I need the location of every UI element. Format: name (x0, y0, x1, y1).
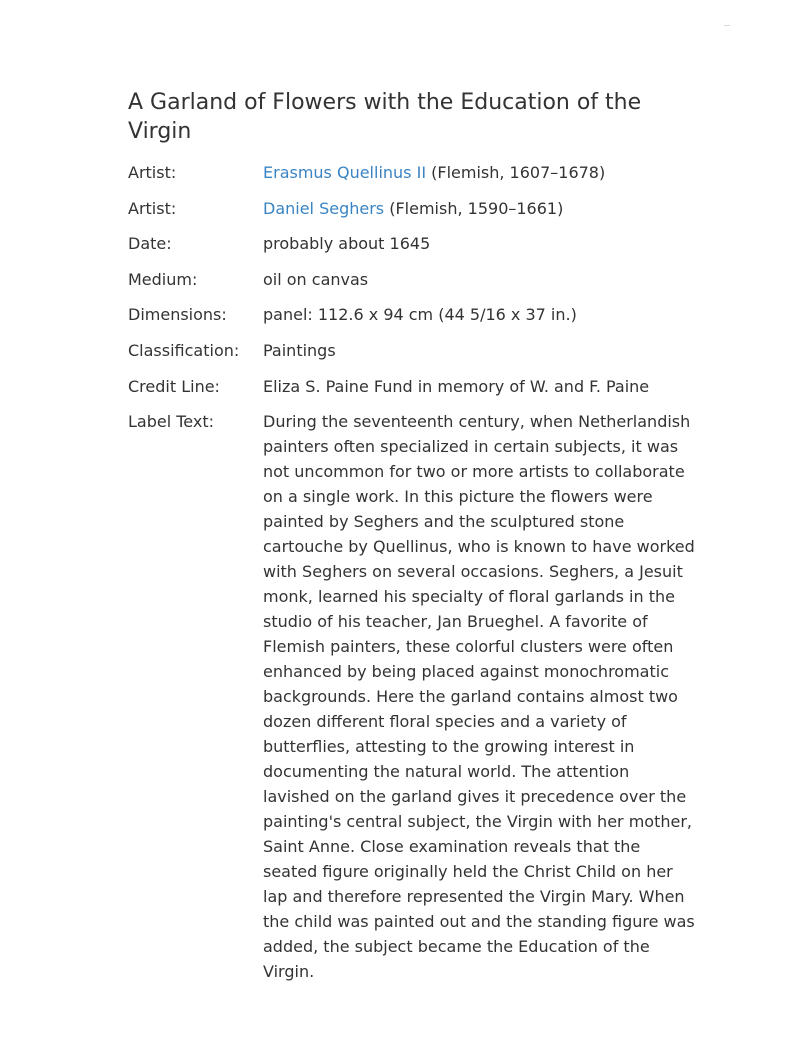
classification-label: Classification: (128, 340, 240, 360)
medium-label: Medium: (128, 269, 198, 289)
date-row (128, 231, 698, 256)
artist-row-1 (128, 160, 698, 185)
artist-link-quellinus[interactable]: Erasmus Quellinus II (263, 163, 427, 182)
artist-detail: (Flemish, 1590–1661) (389, 198, 564, 218)
credit-line-label: Credit Line: (128, 376, 220, 396)
date-value: probably about 1645 (263, 234, 431, 254)
label-text-value: During the seventeenth century, when Netherlandish painters often specialized in certain subjects, it was not uncommon for two or more artists to collaborate on a single work. In this picture the flowers were painted by Seghers and the sculptured stone cartouche by Quellinus, who is known to have worked with Seghers on several occasions. Seghers, a Jesuit monk, learned his specialty of floral garlands in the studio of his teacher, Jan Brueghel. A favorite of Flemish painters, these colorful clusters were often enhanced by being placed against monochromatic backgrounds. Here the garland contains almost two dozen different floral species and a variety of butterflies, attesting to the growing interest in documenting the natural world. The attention lavished on the garland gives it precedence over the painting's central subject, the Virgin with her mother, Saint Anne. Close examination reveals that the seated figure originally held the Christ Child on her lap and therefore represented the Virgin Mary. When the child was painted out and the standing figure was added, the subject became the Education of the Virgin. (263, 412, 695, 982)
medium-value: oil on canvas (263, 269, 369, 289)
dimensions-label: Dimensions: (128, 305, 227, 325)
artist-link-seghers[interactable]: Daniel Seghers (263, 198, 385, 218)
classification-row (128, 338, 698, 363)
classification-value: Paintings (263, 340, 336, 360)
date-label: Date: (128, 234, 172, 254)
artist-value (263, 160, 698, 185)
label-text-label: Label Text: (128, 412, 214, 432)
medium-row (128, 267, 698, 292)
page-title: A Garland of Flowers with the Education of the Virgin (128, 90, 642, 144)
artwork-details (128, 88, 698, 995)
corner-mark (724, 25, 730, 26)
artist-detail: (Flemish, 1607–1678) (431, 163, 606, 182)
artist-label: Artist: (128, 163, 177, 182)
label-text-row (128, 409, 698, 984)
artist-row-2 (128, 196, 698, 221)
dimensions-row (128, 302, 698, 327)
artist-value (263, 196, 698, 221)
credit-line-row (128, 374, 698, 399)
dimensions-value: panel: 112.6 x 94 cm (44 5/16 x 37 in.) (263, 305, 577, 325)
artist-label: Artist: (128, 198, 177, 218)
credit-line-value: Eliza S. Paine Fund in memory of W. and F. Paine (263, 376, 650, 396)
